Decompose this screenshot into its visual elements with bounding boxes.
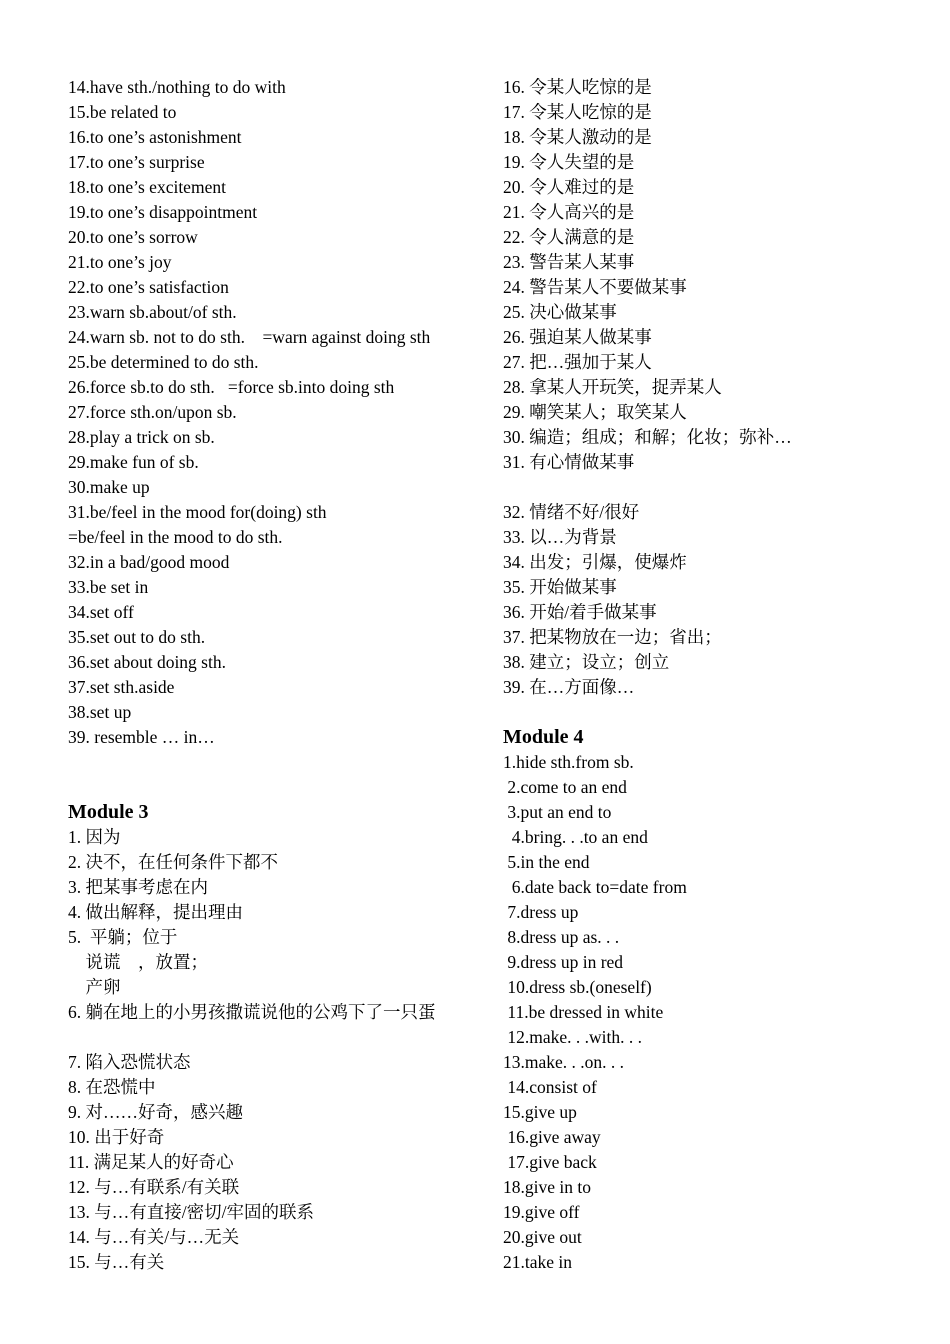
vocab-line: 12. 与…有联系/有关联 [68,1177,240,1197]
vocab-line: 27.force sth.on/upon sb. [68,402,237,422]
vocab-line: 20.to one’s sorrow [68,227,198,247]
vocab-line: 3. 把某事考虑在内 [68,877,208,897]
vocab-line: 18. 令某人激动的是 [503,127,652,147]
vocab-line: 32. 情绪不好/很好 [503,502,640,522]
vocab-line: =be/feel in the mood to do sth. [68,527,283,547]
vocab-line: 9.dress up in red [503,952,624,972]
vocab-line: 16.to one’s astonishment [68,127,242,147]
vocab-line: 19.to one’s disappointment [68,202,258,222]
vocab-line: 7.dress up [503,902,579,922]
vocab-line: 19.give off [503,1202,580,1222]
vocab-line: 15. 与…有关 [68,1252,165,1272]
vocab-line: 16. 令某人吃惊的是 [503,77,652,97]
vocab-line: 8.dress up as. . . [503,927,620,947]
vocab-line: 2. 决不，在任何条件下都不 [68,852,278,872]
vocab-line: 17.to one’s surprise [68,152,205,172]
vocab-line: 28.play a trick on sb. [68,427,215,447]
vocab-line: 34. 出发；引爆，使爆炸 [503,552,687,572]
vocab-line: 32.in a bad/good mood [68,552,230,572]
vocab-line: 30.make up [68,477,150,497]
vocab-line: 16.give away [503,1127,601,1147]
vocab-line: 21. 令人高兴的是 [503,202,635,222]
blank-line [503,700,933,725]
vocab-line: 20.give out [503,1227,582,1247]
vocab-line: 23.warn sb.about/of sth. [68,302,237,322]
vocab-line: 6. 躺在地上的小男孩撒谎说他的公鸡下了一只蛋 [68,1002,436,1022]
vocab-line: 产卵 [68,977,121,997]
vocab-line: 24.warn sb. not to do sth. =warn against doing sth [68,327,431,347]
vocab-line: 6.date back to=date from [503,877,687,897]
vocab-line: 11.be dressed in white [503,1002,664,1022]
vocab-line: 26. 强迫某人做某事 [503,327,652,347]
vocab-line: 4. 做出解释，提出理由 [68,902,243,922]
vocab-line: 18.give in to [503,1177,591,1197]
vocab-line: 9. 对……好奇，感兴趣 [68,1102,243,1122]
vocab-line: 39. 在…方面像… [503,677,635,697]
vocab-line: 2.come to an end [503,777,627,797]
vocab-line: 17. 令某人吃惊的是 [503,102,652,122]
vocab-line: 30. 编造；组成；和解；化妆；弥补… [503,427,792,447]
vocab-line: 23. 警告某人某事 [503,252,635,272]
vocab-line: 10. 出于好奇 [68,1127,165,1147]
vocab-line: 24. 警告某人不要做某事 [503,277,687,297]
vocab-line: 15.give up [503,1102,577,1122]
vocab-line: 5. 平躺；位于 [68,927,178,947]
vocab-line: 39. resemble … in… [68,727,215,747]
vocab-line: 18.to one’s excitement [68,177,226,197]
vocab-line: 10.dress sb.(oneself) [503,977,652,997]
vocab-line: 33.be set in [68,577,149,597]
right-column [503,75,933,1275]
vocab-line: 22. 令人满意的是 [503,227,635,247]
vocab-line: 25. 决心做某事 [503,302,617,322]
vocab-line: 14.have sth./nothing to do with [68,77,286,97]
section-heading: Module 3 [68,801,149,823]
vocab-line: 14. 与…有关/与…无关 [68,1227,240,1247]
vocab-line: 14.consist of [503,1077,597,1097]
vocab-line: 4.bring. . .to an end [503,827,648,847]
blank-line [68,775,493,800]
vocab-line: 5.in the end [503,852,590,872]
vocab-line: 28. 拿某人开玩笑，捉弄某人 [503,377,722,397]
vocab-line: 38.set up [68,702,132,722]
vocab-line: 35. 开始做某事 [503,577,617,597]
vocab-line: 21.take in [503,1252,573,1272]
left-column [68,75,493,1275]
section-heading: Module 4 [503,726,584,748]
vocab-line: 27. 把…强加于某人 [503,352,652,372]
vocab-line: 1. 因为 [68,827,121,847]
vocab-line: 17.give back [503,1152,597,1172]
vocab-line: 37. 把某物放在一边；省出； [503,627,722,647]
vocab-line: 38. 建立；设立；创立 [503,652,670,672]
vocab-line: 15.be related to [68,102,177,122]
vocab-line: 36. 开始/着手做某事 [503,602,657,622]
vocab-line: 31. 有心情做某事 [503,452,635,472]
vocab-line: 13. 与…有直接/密切/牢固的联系 [68,1202,314,1222]
blank-line [68,1025,493,1050]
vocab-line: 22.to one’s satisfaction [68,277,229,297]
vocab-line: 31.be/feel in the mood for(doing) sth [68,502,327,522]
vocab-line: 33. 以…为背景 [503,527,617,547]
vocab-line: 26.force sb.to do sth. =force sb.into doing sth [68,377,395,397]
vocab-line: 29.make fun of sb. [68,452,199,472]
vocab-line: 35.set out to do sth. [68,627,206,647]
vocab-line: 13.make. . .on. . . [503,1052,625,1072]
vocab-line: 34.set off [68,602,134,622]
vocab-line: 3.put an end to [503,802,612,822]
vocab-line: 21.to one’s joy [68,252,172,272]
vocab-line: 25.be determined to do sth. [68,352,259,372]
vocab-line: 12.make. . .with. . . [503,1027,643,1047]
vocab-line: 20. 令人难过的是 [503,177,635,197]
vocab-line: 37.set sth.aside [68,677,175,697]
vocab-line: 19. 令人失望的是 [503,152,635,172]
vocab-line: 8. 在恐慌中 [68,1077,156,1097]
vocab-line: 29. 嘲笑某人；取笑某人 [503,402,687,422]
vocab-line: 11. 满足某人的好奇心 [68,1152,234,1172]
blank-line [503,475,933,500]
vocab-line: 1.hide sth.from sb. [503,752,634,772]
vocab-line: 36.set about doing sth. [68,652,226,672]
vocab-line: 7. 陷入恐慌状态 [68,1052,191,1072]
blank-line [68,750,493,775]
vocab-line: 说谎 ，放置； [68,952,208,972]
